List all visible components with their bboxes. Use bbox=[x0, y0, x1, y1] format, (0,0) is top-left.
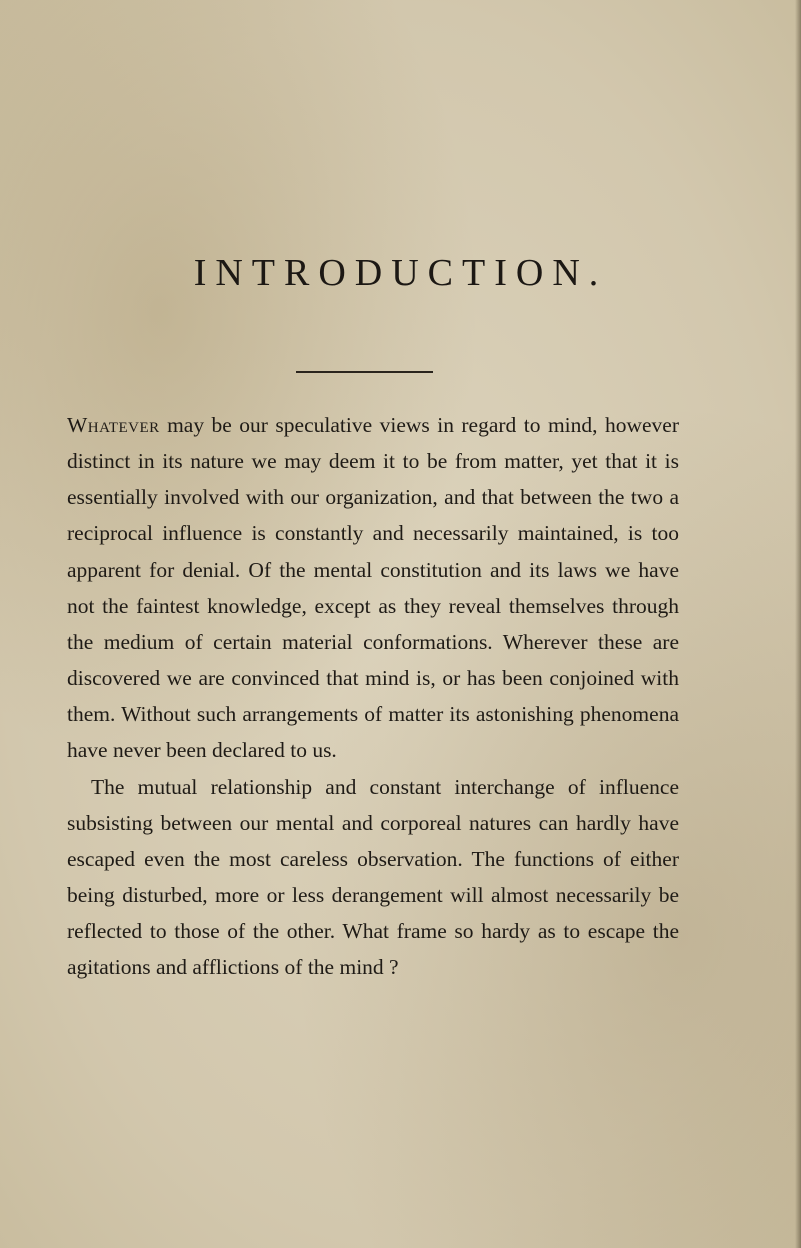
paragraph-1-lead: Whatever bbox=[67, 413, 160, 437]
chapter-heading: INTRODUCTION. bbox=[193, 252, 608, 294]
paragraph-2 bbox=[67, 769, 679, 986]
paragraph-1 bbox=[67, 407, 679, 769]
heading-rule bbox=[296, 371, 433, 374]
paragraph-2-text: The mutual relationship and constant interchange of influence subsisting between our mental and corporeal natures can hardly have escaped even the most careless observation. The functions of either being disturbed, more or less derangement will almost necessarily be reflected to those of the other. What frame so hardy as to escape the agitations and afflictions of the mind ? bbox=[67, 774, 679, 980]
paragraph-1-text: may be our speculative views in regard to mind, however distinct in its nature we may deem it to be from matter, yet that it is essentially involved with our organization, and that between the two a reciprocal influence is constantly and necessarily maintained, is too apparent for denial. Of the mental constitution and its laws we have not the faintest knowledge, except as they reveal themselves through the medium of certain material conformations. Wherever these are discovered we are convinced that mind is, or has been conjoined with them. Without such arrangements of matter its astonishing phenomena have never been declared to us. bbox=[67, 413, 679, 763]
page-edge-shadow bbox=[795, 0, 801, 1248]
body-text bbox=[67, 407, 679, 986]
